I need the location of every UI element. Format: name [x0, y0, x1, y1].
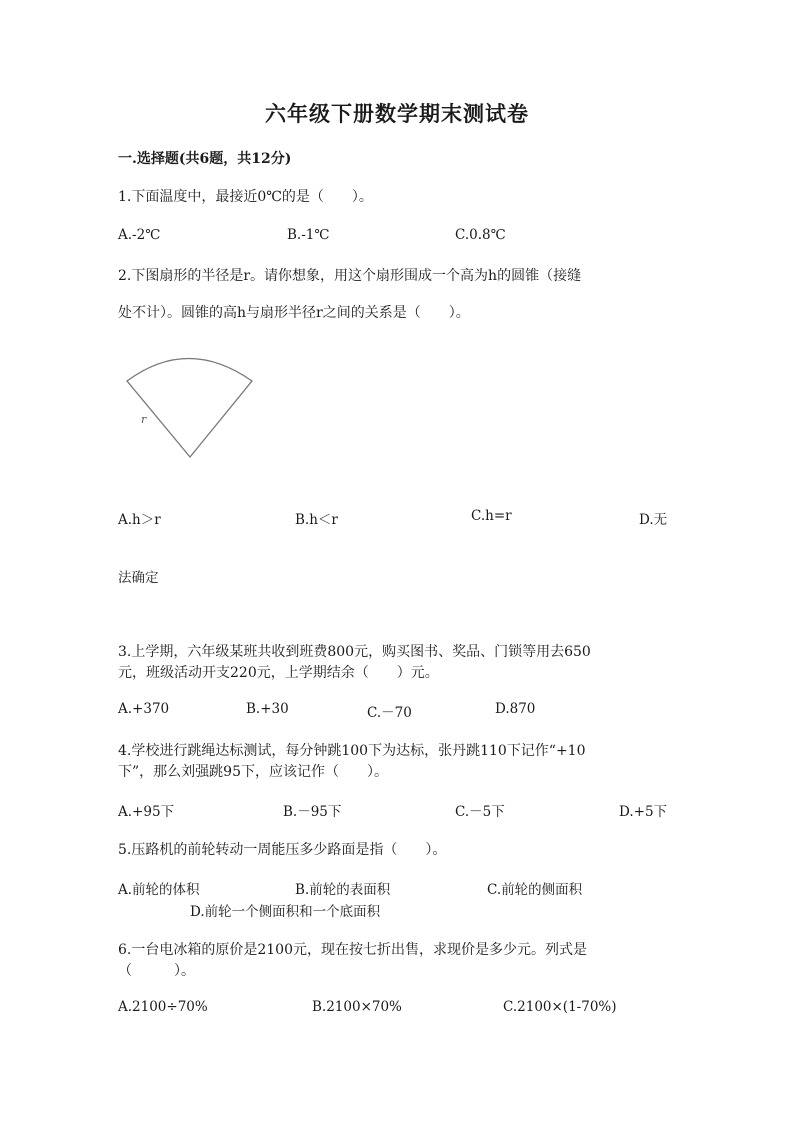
question-4-option-c: C.－5下: [455, 804, 505, 820]
question-3-text-line-1: 3.上学期，六年级某班共收到班费800元，购买图书、奖品、门锁等用去650: [118, 644, 591, 660]
sector-shape: [127, 359, 252, 458]
radius-label: r: [141, 413, 147, 426]
question-3-option-c: C.－70: [367, 705, 412, 721]
question-5-option-d: D.前轮一个侧面积和一个底面积: [190, 904, 381, 920]
question-6-option-c: C.2100×(1-70%): [503, 999, 617, 1015]
question-1-option-a: A.-2℃: [118, 227, 161, 243]
question-4-option-d: D.+5下: [619, 804, 668, 820]
question-2-option-a: A.h＞r: [118, 512, 161, 528]
question-6-option-b: B.2100×70%: [312, 999, 402, 1015]
question-3-option-d: D.870: [495, 701, 536, 717]
question-1-option-c: C.0.8℃: [455, 227, 506, 243]
question-6-text-line-1: 6.一台电冰箱的原价是2100元，现在按七折出售，求现价是多少元。列式是: [118, 942, 587, 958]
question-1-text: 1.下面温度中，最接近0℃的是（ ）。: [118, 189, 373, 205]
question-4-option-a: A.+95下: [118, 804, 175, 820]
question-2-option-b: B.h＜r: [295, 512, 338, 528]
question-2-text-line-1: 2.下图扇形的半径是r。请你想象，用这个扇形围成一个高为h的圆锥（接缝: [118, 268, 582, 284]
question-2-text-line-2: 处不计）。圆锥的高h与扇形半径r之间的关系是（ ）。: [118, 305, 470, 321]
question-4-text-line-1: 4.学校进行跳绳达标测试，每分钟跳100下为达标，张丹跳110下记作“+10: [118, 743, 586, 759]
sector-figure: [118, 352, 258, 464]
question-6-text-line-2: （ ）。: [118, 963, 195, 979]
page-title: 六年级下册数学期末测试卷: [265, 101, 529, 126]
question-5-option-b: B.前轮的表面积: [295, 882, 391, 898]
question-2-option-c: C.h=r: [471, 508, 512, 524]
question-5-option-a: A.前轮的体积: [118, 882, 200, 898]
question-3-option-b: B.+30: [246, 701, 289, 717]
question-3-text-line-2: 元，班级活动开支220元，上学期结余（ ）元。: [118, 665, 439, 681]
question-4-option-b: B.－95下: [283, 804, 342, 820]
question-4-text-line-2: 下”，那么刘强跳95下，应该记作（ ）。: [118, 764, 388, 780]
section-heading: 一.选择题(共6题，共12分): [118, 151, 292, 167]
question-6-option-a: A.2100÷70%: [118, 999, 208, 1015]
question-1-option-b: B.-1℃: [287, 227, 330, 243]
question-5-option-c: C.前轮的侧面积: [487, 882, 583, 898]
question-3-option-a: A.+370: [118, 701, 170, 717]
question-2-option-d: D.无: [639, 512, 668, 528]
question-5-text: 5.压路机的前轮转动一周能压多少路面是指（ ）。: [118, 842, 447, 858]
question-2-option-d-wrap: 法确定: [118, 570, 159, 586]
